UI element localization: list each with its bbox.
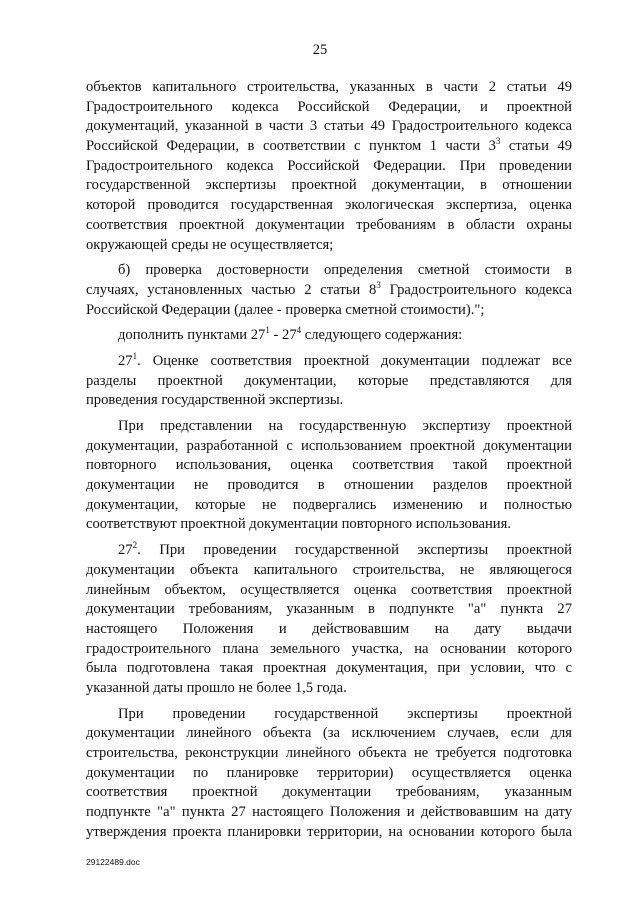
text-segment: документации, разработанной с использованием проектной документации: [86, 437, 572, 454]
text-segment: б) проверка достоверности определения сметной стоимости в: [118, 262, 572, 279]
text-line: [86, 581, 572, 601]
text-line: [86, 326, 572, 346]
text-line: [86, 117, 572, 137]
text-line: [86, 744, 572, 764]
text-segment: документации линейного объекта (за исключением случаев, если для: [86, 725, 572, 742]
document-body: [86, 78, 572, 842]
text-segment: была подготовлена такая проектная документация, при условии, что с: [86, 660, 572, 677]
text-line: [86, 78, 572, 98]
text-segment: документации объекта капитального строительства, не являющегося: [86, 561, 572, 578]
text-line: [86, 561, 572, 581]
text-segment: следующего содержания:: [301, 327, 463, 344]
text-segment: указанной даты прошло не более 1,5 года.: [86, 679, 347, 696]
text-line: [86, 352, 572, 372]
text-line: [86, 157, 572, 177]
text-line: [86, 372, 572, 392]
text-segment: При представлении на государственную экспертизу проектной: [118, 418, 572, 434]
text-segment: случаях, установленных частью 2 статьи 8: [86, 281, 377, 298]
superscript: 3: [495, 136, 501, 147]
text-line: [86, 640, 572, 660]
text-segment: Российской Федерации, в соответствии с пунктом 1 части 3: [86, 138, 496, 155]
text-segment: объектов капитального строительства, указанных в части 2 статьи 49: [86, 79, 572, 95]
text-line: [86, 216, 572, 236]
text-segment: 27: [118, 542, 133, 559]
superscript: 1: [132, 351, 138, 362]
text-segment: соответствия проектной документации требованиям в области охраны: [86, 216, 572, 233]
text-line: [86, 764, 572, 784]
text-segment: повторного использования, оценка соответствия такой проектной: [86, 457, 572, 474]
text-segment: настоящего Положения и действовавшим на дату выдачи: [86, 620, 572, 637]
text-line: [86, 724, 572, 744]
text-line: [86, 515, 572, 535]
text-segment: соответствуют проектной документации повторного использования.: [86, 516, 511, 533]
text-segment: окружающей среды не осуществляется;: [86, 236, 334, 253]
text-segment: . При проведении государственной экспертизы проектной: [137, 542, 572, 559]
text-line: [86, 679, 572, 699]
text-line: [86, 236, 572, 256]
superscript: 3: [376, 280, 381, 291]
text-line: [86, 417, 572, 437]
text-line: [86, 823, 572, 843]
text-line: [86, 659, 572, 679]
text-line: [86, 437, 572, 457]
text-segment: документации не проводится в отношении разделов проектной: [86, 477, 572, 494]
text-segment: документации по планировке территории) осуществляется оценка: [86, 764, 572, 781]
text-line: [86, 705, 572, 725]
text-segment: Градостроительного кодекса Российской Федерации, и проектной: [86, 98, 572, 115]
text-segment: подпункте "а" пункта 27 настоящего Положения и действовавшим на дату: [86, 804, 572, 821]
text-segment: которой проводится государственная экологическая экспертиза, оценка: [86, 197, 572, 214]
text-line: [86, 98, 572, 118]
text-segment: утверждения проекта планировки территории, на основании которого была: [86, 823, 572, 840]
text-line: [86, 620, 572, 640]
text-line: [86, 600, 572, 620]
text-segment: соответствия проектной документации требованиям, указанным: [86, 784, 572, 801]
text-segment: Градостроительного кодекса Российской Федерации. При проведении: [86, 157, 572, 174]
text-line: [86, 391, 572, 411]
text-segment: линейным объектом, осуществляется оценка соответствия проектной: [86, 581, 572, 598]
text-line: [86, 476, 572, 496]
text-segment: документации требованиям, указанным в подпункте "а" пункта 27: [86, 601, 572, 618]
text-segment: документации, которые не подвергались изменению и полностью: [86, 496, 572, 513]
text-segment: проведения государственной экспертизы.: [86, 392, 344, 409]
text-segment: дополнить пунктами 27: [118, 327, 266, 344]
text-segment: Российской Федерации (далее - проверка сметной стоимости).";: [86, 301, 485, 318]
text-line: [86, 281, 572, 301]
text-segment: разделы проектной документации, которые представляются для: [86, 372, 572, 389]
text-segment: статьи 49: [500, 138, 572, 155]
text-line: [86, 301, 572, 321]
text-segment: государственной экспертизы проектной документации, в отношении: [86, 177, 572, 194]
text-segment: 27: [118, 352, 133, 369]
text-line: [86, 261, 572, 281]
superscript: 2: [132, 540, 138, 551]
text-line: [86, 783, 572, 803]
text-line: [86, 541, 572, 561]
text-line: [86, 496, 572, 516]
text-segment: строительства, реконструкции линейного объекта не требуется подготовка: [86, 745, 572, 761]
superscript: 4: [296, 325, 302, 336]
text-segment: градостроительного плана земельного участка, на основании которого: [86, 640, 572, 657]
page-number: 25: [312, 42, 328, 58]
text-segment: Градостроительного кодекса: [380, 281, 573, 298]
text-line: [86, 196, 572, 216]
text-segment: документаций, указанной в части 3 статьи 49 Градостроительного кодекса: [86, 118, 572, 135]
text-segment: . Оценке соответствия проектной документации подлежат все: [137, 352, 572, 369]
file-name-footer: 29122489.doc: [86, 857, 140, 867]
text-line: [86, 456, 572, 476]
superscript: 1: [265, 325, 270, 336]
text-segment: При проведении государственной экспертизы проектной: [118, 705, 572, 722]
text-segment: - 27: [269, 327, 297, 344]
text-line: [86, 176, 572, 196]
text-line: [86, 803, 572, 823]
text-line: [86, 137, 572, 157]
